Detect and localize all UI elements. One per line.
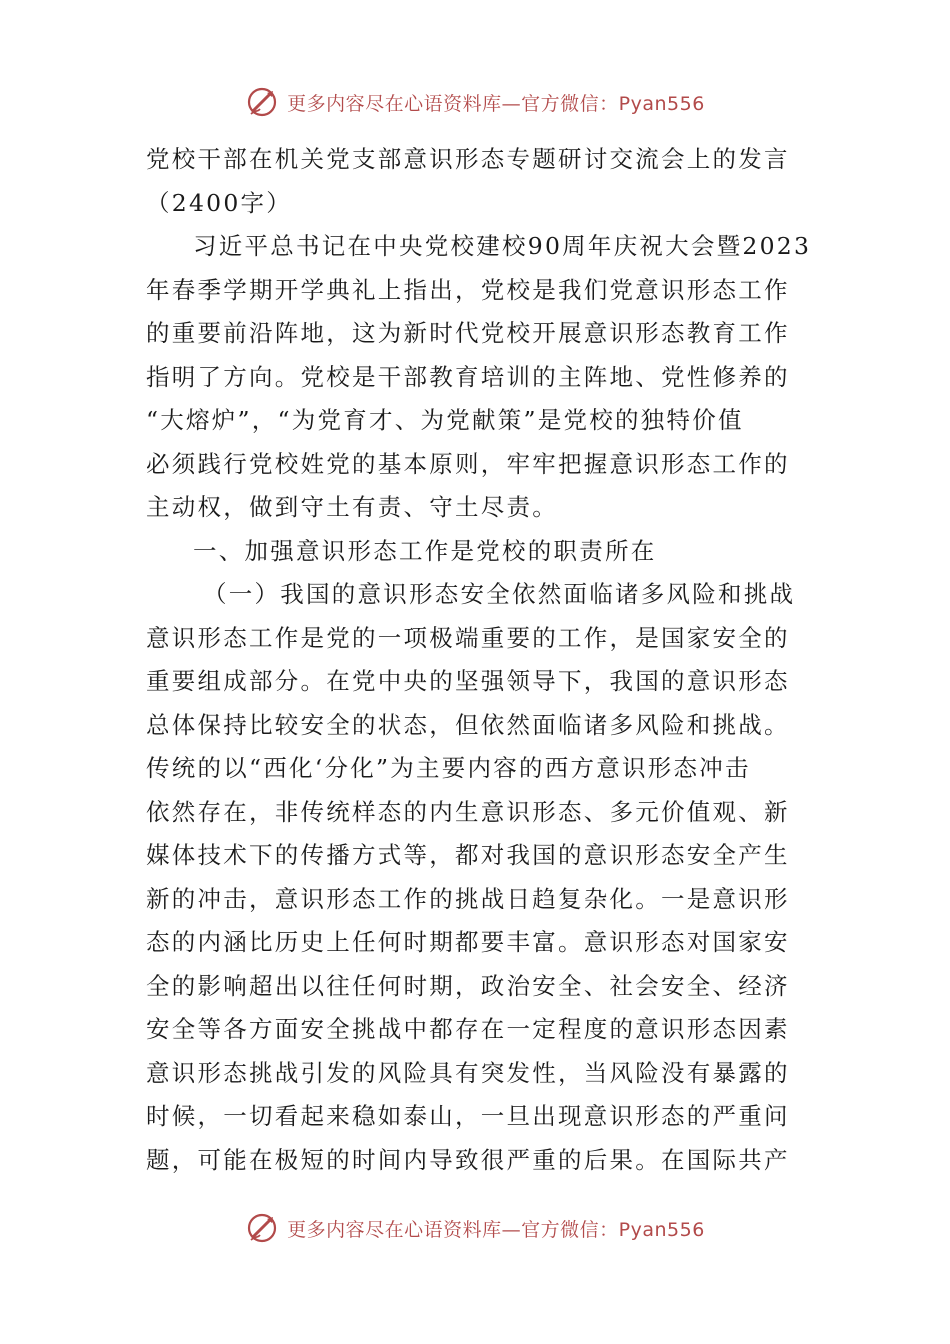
paragraph-line: 意识形态工作是党的一项极端重要的工作，是国家安全的: [146, 623, 790, 652]
paragraph-line: 的重要前沿阵地，这为新时代党校开展意识形态教育工作: [146, 319, 790, 347]
paragraph-line: 依然存在，非传统样态的内生意识形态、多元价值观、新: [146, 797, 790, 826]
paragraph-line: 态的内涵比历史上任何时期都要丰富。意识形态对国家安: [146, 928, 790, 956]
pen-logo-icon: [245, 1210, 281, 1246]
paragraph-line: 重要组成部分。在党中央的坚强领导下，我国的意识形态: [146, 667, 790, 695]
paragraph-line: 指明了方向。党校是干部教育培训的主阵地、党性修养的: [146, 362, 790, 391]
document-title-wordcount: （2400字）: [146, 188, 293, 217]
pen-logo-icon: [245, 84, 281, 120]
paragraph-line: 必须践行党校姓党的基本原则，牢牢把握意识形态工作的: [146, 449, 790, 478]
paragraph-line: 传统的以“西化‘分化”为主要内容的西方意识形态冲击: [146, 754, 751, 782]
watermark-text: 更多内容尽在心语资料库—官方微信：Pyan556: [287, 92, 705, 115]
paragraph-line: 全的影响超出以往任何时期，政治安全、社会安全、经济: [146, 971, 790, 1000]
paragraph-line: 安全等各方面安全挑战中都存在一定程度的意识形态因素: [146, 1015, 790, 1043]
paragraph-line: 习近平总书记在中央党校建校90周年庆祝大会暨2023: [193, 232, 812, 260]
paragraph-line: 题，可能在极短的时间内导致很严重的后果。在国际共产: [146, 1145, 790, 1174]
paragraph-line: 年春季学期开学典礼上指出，党校是我们党意识形态工作: [146, 275, 790, 304]
watermark-wechat-id: Pyan556: [618, 92, 705, 115]
section-heading: 一、加强意识形态工作是党校的职责所在: [193, 536, 657, 565]
paragraph-line: 媒体技术下的传播方式等，都对我国的意识形态安全产生: [146, 841, 790, 869]
watermark-text: 更多内容尽在心语资料库—官方微信：Pyan556: [287, 1218, 705, 1241]
watermark-banner-bottom: [0, 1206, 950, 1250]
watermark-banner-top: [0, 80, 950, 124]
subsection-heading: （一）我国的意识形态安全依然面临诸多风险和挑战: [203, 580, 796, 608]
paragraph-line: 主动权，做到守土有责、守土尽责。: [146, 493, 558, 521]
watermark-wechat-id: Pyan556: [618, 1218, 705, 1241]
paragraph-line: “大熔炉”，“为党育才、为党献策”是党校的独特价值: [146, 406, 744, 434]
paragraph-line: 意识形态挑战引发的风险具有突发性，当风险没有暴露的: [146, 1058, 790, 1087]
paragraph-line: 时候，一切看起来稳如泰山，一旦出现意识形态的严重问: [146, 1102, 790, 1130]
paragraph-line: 新的冲击，意识形态工作的挑战日趋复杂化。一是意识形: [146, 884, 790, 913]
paragraph-line: 总体保持比较安全的状态，但依然面临诸多风险和挑战。: [146, 710, 790, 739]
document-title: 党校干部在机关党支部意识形态专题研讨交流会上的发言: [146, 145, 790, 173]
document-body: [146, 138, 812, 1182]
